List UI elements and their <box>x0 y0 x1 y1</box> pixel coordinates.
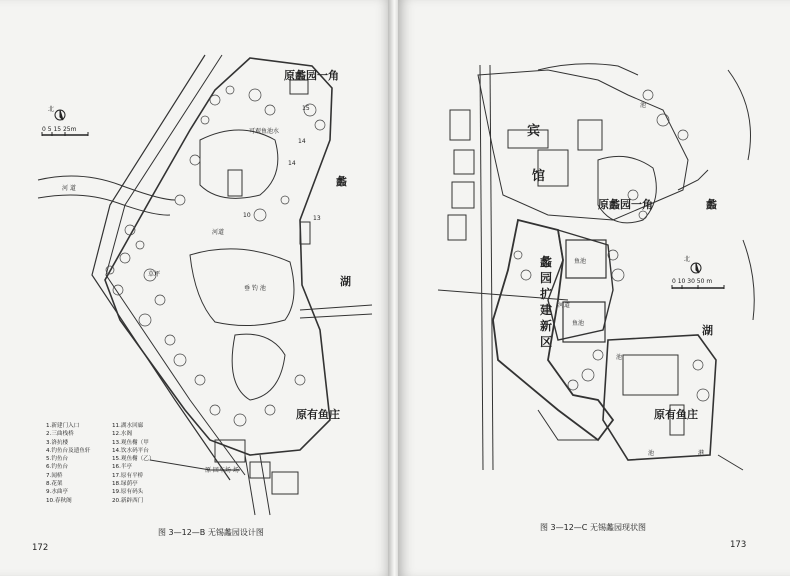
legend-item: 13.观鱼榭（甲 <box>112 439 149 446</box>
expansion-char: 新 <box>539 319 552 333</box>
map-label-n14a: 14 <box>298 138 306 145</box>
map-label-small-e: 池 <box>616 354 623 361</box>
map-label-river-west: 河 道 <box>62 185 76 192</box>
map-label-orig-corner: 原蠡园一角 <box>598 198 653 211</box>
legend-item: 1.新建门入口 <box>46 423 80 429</box>
expansion-char: 园 <box>539 271 552 285</box>
map-label-li: 蠡 <box>706 198 717 211</box>
right-site-status-map <box>398 0 790 576</box>
map-label-hu: 湖 <box>340 275 351 288</box>
legend-item: 11.湖水回廊 <box>112 423 144 429</box>
right-caption: 图 3—12—C 无锡蠡园现状图 <box>540 523 646 532</box>
scale-label: 0 10 30 50 m <box>672 278 713 285</box>
left-caption: 图 3—12—B 无锡蠡园设计图 <box>158 528 264 537</box>
map-label-binguan-2: 馆 <box>532 169 546 184</box>
right-page-number: 173 <box>730 540 747 550</box>
legend-item: 10.春秋阁 <box>46 497 72 504</box>
map-label-fish-pond-a: 鱼池 <box>574 258 587 265</box>
expansion-char: 建 <box>539 303 552 317</box>
legend-item: 19.原有码头 <box>112 489 144 496</box>
map-label-fish-pond-b: 鱼池 <box>572 320 585 327</box>
expansion-char: 扩 <box>539 287 552 301</box>
map-label-small-a: 河道 <box>558 302 571 309</box>
right-page <box>398 0 790 576</box>
legend-item: 5.钓鱼台 <box>46 456 69 463</box>
map-label-orig-corner: 原蠡园一角 <box>284 69 339 82</box>
expansion-char: 蠡 <box>539 255 552 269</box>
legend-item: 17.原有平桥 <box>112 472 144 479</box>
map-label-n14b: 14 <box>288 160 296 167</box>
legend-item: 4.钓鱼台及遗鱼轩 <box>46 447 91 454</box>
legend-left-column <box>46 422 91 505</box>
left-page <box>0 0 392 576</box>
expansion-char: 区 <box>539 335 552 349</box>
map-label-old-village: 原有鱼庄 <box>654 408 698 421</box>
map-label-river-mid: 河道 <box>212 229 225 236</box>
map-label-small-b: 池 <box>640 102 647 109</box>
legend-item: 7.闻桥 <box>46 472 63 479</box>
legend-item: 16.半亭 <box>112 464 133 471</box>
scale-label: 0 5 15 25m <box>42 126 77 133</box>
map-label-keguan: 可观鱼池水 <box>249 128 280 135</box>
map-label-binguan-1: 宾 <box>527 124 541 139</box>
map-label-fish-pond: 垂 钓 池 <box>244 285 266 292</box>
map-label-small-c: 港 <box>698 450 705 457</box>
legend-item: 20.新辟西门 <box>112 497 144 504</box>
legend-item: 6.钓鱼台 <box>46 464 69 471</box>
legend-item: 9.水曲亭 <box>46 489 69 496</box>
legend-item: 3.洛抗楼 <box>46 439 69 446</box>
map-label-grass: 草坪 <box>148 271 161 278</box>
legend-item: 2.三曲栈桥 <box>46 431 74 438</box>
map-label-small-d: 池 <box>648 450 655 457</box>
map-label-n13: 13 <box>313 215 321 222</box>
legend-item: 14.饮水码平台 <box>112 447 149 454</box>
map-label-li: 蠡 <box>336 175 347 188</box>
left-page-number: 172 <box>32 543 49 553</box>
map-label-old-village: 原有鱼庄 <box>296 408 340 421</box>
map-label-n15: 15 <box>302 105 310 112</box>
legend-right-column <box>112 422 154 505</box>
north-label: 北 <box>48 106 55 113</box>
legend-item: 12.水阁 <box>112 431 133 438</box>
legend-item: 15.观鱼榭（乙） <box>112 456 155 463</box>
map-label-parking: 原 回车场 场 <box>205 467 239 474</box>
legend-item: 18.绿荫亭 <box>112 481 138 488</box>
map-label-expansion-zone <box>539 254 553 350</box>
map-label-n10: 10 <box>243 212 251 219</box>
legend-item: 8.花架 <box>46 481 63 488</box>
map-label-hu: 湖 <box>702 324 713 337</box>
north-label: 北 <box>684 256 691 263</box>
